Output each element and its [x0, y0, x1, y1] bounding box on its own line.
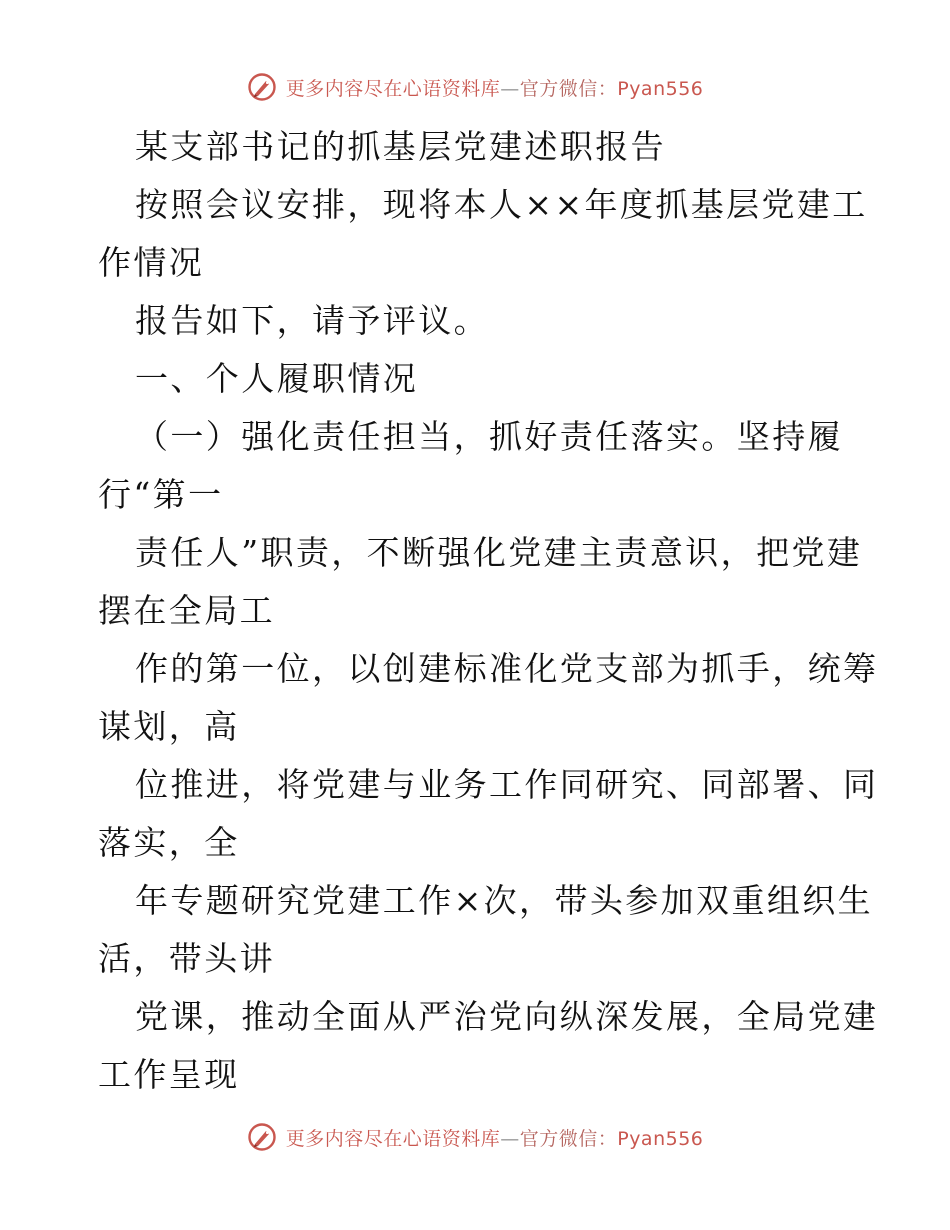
text-line: 责任人”职责，不断强化党建主责意识，把党建 — [135, 533, 863, 572]
text-line: 位推进，将党建与业务工作同研究、同部署、同 — [135, 765, 879, 804]
watermark-text — [286, 74, 704, 101]
watermark-contact-id: Pyan556 — [617, 77, 704, 100]
text-line: 按照会议安排，现将本人××年度抓基层党建工 — [135, 185, 868, 224]
text-line: 摆在全局工 — [98, 591, 275, 630]
document-title: 某支部书记的抓基层党建述职报告 — [135, 127, 666, 166]
header-watermark — [0, 72, 950, 102]
text-line: 作的第一位，以创建标准化党支部为抓手，统筹 — [135, 649, 879, 688]
watermark-contact-label: 官方微信： — [519, 77, 618, 100]
subsection-heading: （一）强化责任担当，抓好责任落实。坚持履 — [135, 417, 843, 456]
watermark-separator: — — [500, 77, 520, 100]
text-line: 党课，推动全面从严治党向纵深发展，全局党建 — [135, 997, 879, 1036]
watermark-title: 更多内容尽在心语资料库 — [285, 1127, 501, 1150]
footer-watermark — [0, 1122, 950, 1152]
text-line: 谋划，高 — [98, 707, 240, 746]
text-line: 落实，全 — [98, 823, 240, 862]
pen-logo-icon — [247, 72, 277, 102]
text-line: 行“第一 — [98, 475, 224, 514]
watermark-contact-id: Pyan556 — [617, 1127, 704, 1150]
watermark-contact-label: 官方微信： — [519, 1127, 618, 1150]
pen-logo-icon — [247, 1122, 277, 1152]
text-line: 年专题研究党建工作×次，带头参加双重组织生 — [135, 881, 874, 920]
watermark-title: 更多内容尽在心语资料库 — [285, 77, 501, 100]
text-line: 作情况 — [98, 243, 205, 282]
text-line: 工作呈现 — [98, 1055, 240, 1094]
watermark-text — [286, 1124, 704, 1151]
document-body — [98, 118, 879, 1104]
section-heading: 一、个人履职情况 — [135, 359, 419, 398]
watermark-separator: — — [500, 1127, 520, 1150]
text-line: 活，带头讲 — [98, 939, 275, 978]
text-line: 报告如下，请予评议。 — [135, 301, 489, 340]
